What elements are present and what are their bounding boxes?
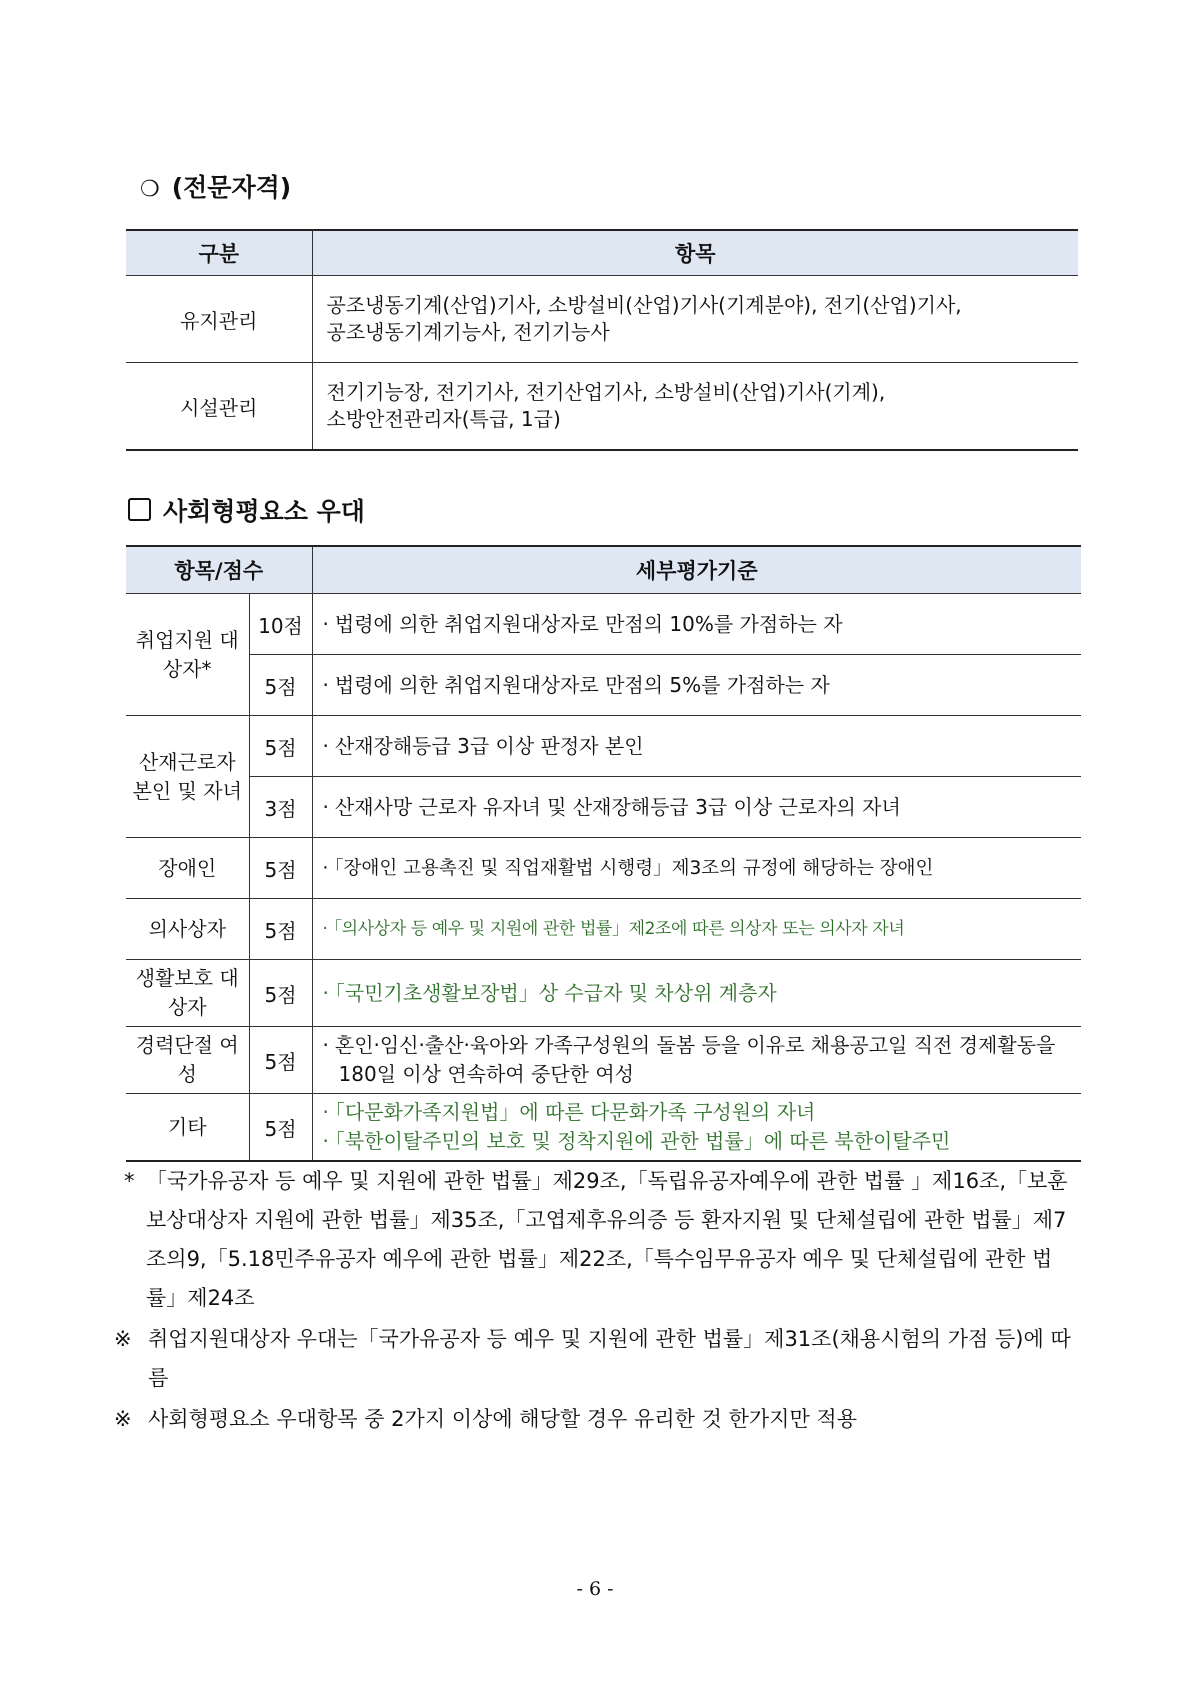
table-header-row (126, 230, 1078, 276)
table-row (126, 655, 1081, 716)
column-header: 항목/점수 (126, 546, 312, 594)
row-points: 5점 (249, 1027, 312, 1094)
section-heading-professional-qualifications (140, 168, 291, 204)
row-criteria (312, 716, 1081, 777)
table-row (126, 594, 1081, 655)
description-line: 전기기능장, 전기기사, 전기산업기사, 소방설비(산업)기사(기계), (326, 380, 886, 404)
section-heading-social-equity (128, 492, 365, 528)
row-points: 3점 (249, 777, 312, 838)
bullet-icon: · (322, 1129, 329, 1153)
reference-mark-icon: ※ (114, 1407, 132, 1431)
row-category: 취업지원 대상자* (126, 594, 249, 716)
row-points: 5점 (249, 960, 312, 1027)
table-row (126, 838, 1081, 899)
bullet-icon: · (322, 672, 329, 697)
section-heading-text: (전문자격) (171, 173, 292, 202)
criteria-text: 법령에 의한 취업지원대상자로 만점의 10%를 가점하는 자 (334, 611, 843, 636)
table-row (126, 899, 1081, 960)
table-row (126, 276, 1078, 363)
row-category: 장애인 (126, 838, 249, 899)
criteria-item (323, 1098, 1072, 1127)
criteria-item (323, 1127, 1072, 1156)
row-criteria (312, 1027, 1081, 1094)
column-header: 항목 (312, 230, 1078, 276)
row-category: 시설관리 (126, 363, 312, 451)
row-description (312, 363, 1078, 451)
qualification-table (126, 229, 1078, 451)
criteria-text: 산재장해등급 3급 이상 판정자 본인 (334, 733, 644, 758)
row-points: 5점 (249, 716, 312, 777)
social-equity-table (126, 545, 1081, 1162)
column-header: 구분 (126, 230, 312, 276)
criteria-text: 「다문화가족지원법」에 따른 다문화가족 구성원의 자녀 (334, 1100, 816, 1124)
column-header: 세부평가기준 (312, 546, 1081, 594)
page-number: - 6 - (576, 1578, 614, 1600)
footnote-text: 「국가유공자 등 예우 및 지원에 관한 법률」제29조,「독립유공자예우에 관한 법률 」제16조,「보훈보상대상자 지원에 관한 법률」제35조,「고엽제후유의증 등 환자지원 및 단체설립에 관한 법률」제7조의9,「5.18민주유공자 예우에 관한 법률」제22조,「특수임무유공자 예우 및 단체설립에 관한 법률」제24조 (146, 1169, 1068, 1310)
row-criteria (312, 899, 1081, 960)
row-points: 5점 (249, 838, 312, 899)
table-row (126, 1027, 1081, 1094)
bullet-icon: · (322, 1100, 329, 1124)
row-criteria (312, 960, 1081, 1027)
bullet-icon: · (322, 611, 329, 636)
asterisk-icon: * (124, 1169, 135, 1193)
table-row (126, 777, 1081, 838)
table-row (126, 716, 1081, 777)
footnotes (114, 1162, 1083, 1441)
row-criteria (312, 838, 1081, 899)
bullet-icon: · (322, 980, 329, 1005)
row-points: 5점 (249, 655, 312, 716)
row-criteria (312, 594, 1081, 655)
row-category: 유지관리 (126, 276, 312, 363)
criteria-text: 혼인·임신·출산·육아와 가족구성원의 돌봄 등을 이유로 채용공고일 직전 경제활동을 180일 이상 연속하여 중단한 여성 (334, 1033, 1056, 1086)
row-criteria (312, 1094, 1081, 1162)
bullet-icon: · (322, 1033, 329, 1057)
reference-mark-icon: ※ (114, 1327, 132, 1351)
criteria-text: 「장애인 고용촉진 및 직업재활법 시행령」제3조의 규정에 해당하는 장애인 (334, 857, 934, 879)
description-line: 공조냉동기계(산업)기사, 소방설비(산업)기사(기계분야), 전기(산업)기사, (326, 293, 962, 317)
row-category: 의사상자 (126, 899, 249, 960)
bullet-icon: · (322, 857, 329, 879)
row-category: 산재근로자 본인 및 자녀 (126, 716, 249, 838)
row-category: 기타 (126, 1094, 249, 1162)
footnote-text: 취업지원대상자 우대는「국가유공자 등 예우 및 지원에 관한 법률」제31조(채용시험의 가점 등)에 따름 (148, 1327, 1071, 1390)
row-category: 생활보호 대상자 (126, 960, 249, 1027)
description-line: 공조냉동기계기능사, 전기기능사 (326, 320, 610, 344)
section-heading-text: 사회형평요소 우대 (163, 497, 365, 526)
criteria-text: 「국민기초생활보장법」상 수급자 및 차상위 계층자 (334, 980, 777, 1005)
criteria-text: 산재사망 근로자 유자녀 및 산재장해등급 3급 이상 근로자의 자녀 (334, 794, 901, 819)
bullet-icon: · (322, 794, 329, 819)
footnote (118, 1162, 1083, 1318)
row-points: 5점 (249, 1094, 312, 1162)
row-category: 경력단절 여성 (126, 1027, 249, 1094)
row-description (312, 276, 1078, 363)
criteria-text: 「북한이탈주민의 보호 및 정착지원에 관한 법률」에 따른 북한이탈주민 (334, 1129, 951, 1153)
bullet-icon: · (322, 733, 329, 758)
row-criteria (312, 655, 1081, 716)
square-bullet-icon (128, 498, 151, 521)
footnote (114, 1400, 1083, 1439)
footnote-text: 사회형평요소 우대항목 중 2가지 이상에 해당할 경우 유리한 것 한가지만 적용 (148, 1407, 857, 1431)
row-criteria (312, 777, 1081, 838)
table-row (126, 1094, 1081, 1162)
footnote (114, 1320, 1083, 1398)
table-header-row (126, 546, 1081, 594)
table-row (126, 363, 1078, 451)
row-points: 10점 (249, 594, 312, 655)
criteria-text: 「의사상자 등 예우 및 지원에 관한 법률」제2조에 따른 의상자 또는 의사자 자녀 (333, 918, 905, 939)
table-row (126, 960, 1081, 1027)
circle-bullet-icon: ❍ (140, 177, 160, 202)
bullet-icon: · (322, 918, 328, 939)
criteria-text: 법령에 의한 취업지원대상자로 만점의 5%를 가점하는 자 (334, 672, 830, 697)
row-points: 5점 (249, 899, 312, 960)
description-line: 소방안전관리자(특급, 1급) (326, 407, 561, 431)
